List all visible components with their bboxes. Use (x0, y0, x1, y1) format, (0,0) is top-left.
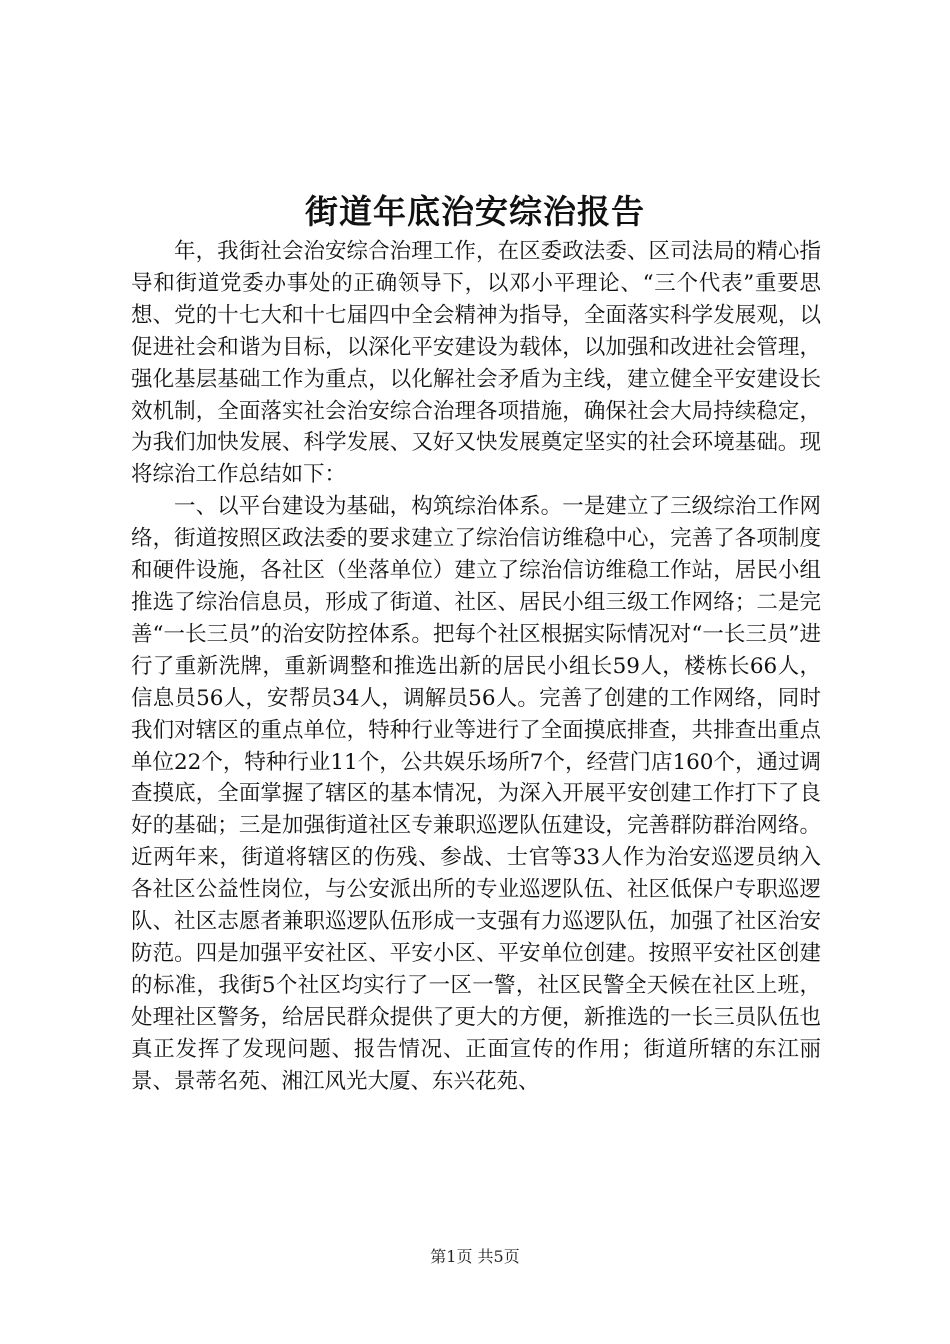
paragraph-intro: 年，我街社会治安综合治理工作，在区委政法委、区司法局的精心指导和街道党委办事处的正确领导下，以邓小平理论、“三个代表”重要思想、党的十七大和十七届四中全会精神为指导，全面落实科学发展观，以促进社会和谐为目标，以深化平安建设为载体，以加强和改进社会管理，强化基层基础工作为重点，以化解社会矛盾为主线，建立健全平安建设长效机制，全面落实社会治安综合治理各项措施，确保社会大局持续稳定，为我们加快发展、科学发展、又好又快发展奠定坚实的社会环境基础。现将综治工作总结如下： (131, 239, 821, 488)
page-number-footer: 第1页 共5页 (430, 1247, 520, 1266)
document-body (131, 236, 821, 1097)
document-title: 街道年底治安综治报告 (305, 192, 645, 231)
paragraph-section-1: 一、以平台建设为基础，构筑综治体系。一是建立了三级综治工作网络，街道按照区政法委的要求建立了综治信访维稳中心，完善了各项制度和硬件设施，各社区（坐落单位）建立了综治信访维稳工作站，居民小组推选了综治信息员，形成了街道、社区、居民小组三级工作网络；二是完善“一长三员”的治安防控体系。把每个社区根据实际情况对“一长三员”进行了重新洗牌，重新调整和推选出新的居民小组长59人，楼栋长66人，信息员56人，安帮员34人，调解员56人。完善了创建的工作网络，同时我们对辖区的重点单位，特种行业等进行了全面摸底排查，共排查出重点单位22个，特种行业11个，公共娱乐场所7个，经营门店160个，通过调查摸底，全面掌握了辖区的基本情况，为深入开展平安创建工作打下了良好的基础；三是加强街道社区专兼职巡逻队伍建设，完善群防群治网络。近两年来，街道将辖区的伤残、参战、士官等33人作为治安巡逻员纳入各社区公益性岗位，与公安派出所的专业巡逻队伍、社区低保户专职巡逻队、社区志愿者兼职巡逻队伍形成一支强有力巡逻队伍，加强了社区治安防范。四是加强平安社区、平安小区、平安单位创建。按照平安社区创建的标准，我街5个社区均实行了一区一警，社区民警全天候在社区上班，处理社区警务，给居民群众提供了更大的方便，新推选的一长三员队伍也真正发挥了发现问题、报告情况、正面宣传的作用；街道所辖的东江丽景、景蒂名苑、湘江风光大厦、东兴花苑、 (131, 494, 821, 1094)
